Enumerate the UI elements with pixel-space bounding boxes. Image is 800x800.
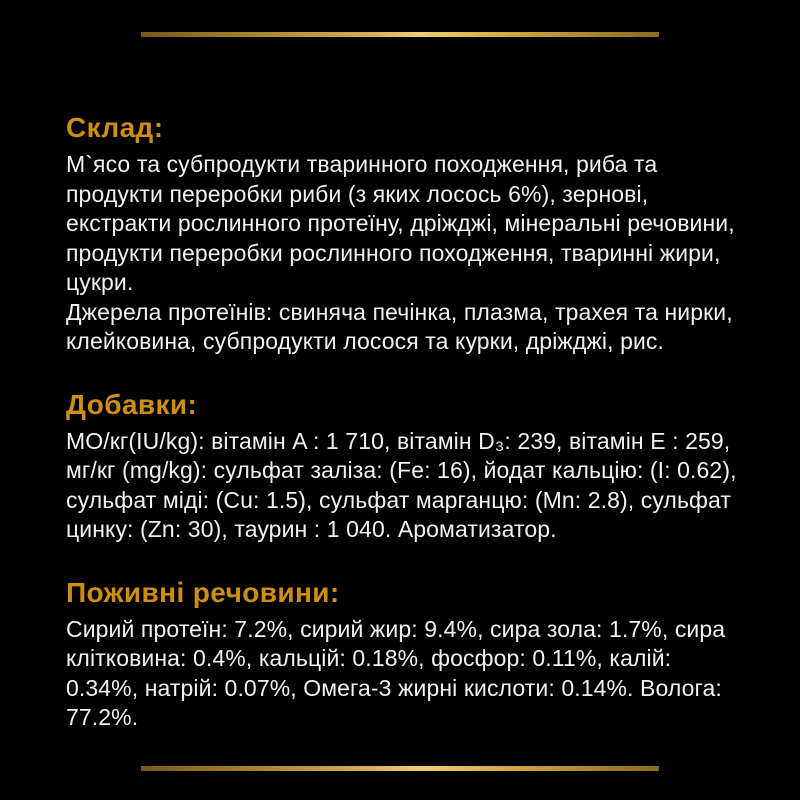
- additives-paragraph: МО/кг(IU/kg): вітамін A : 1 710, вітамін D₃: 239, вітамін E : 259, мг/кг (mg/kg): сульфат заліза: (Fe: 16), йодат кальцію: (I: 0.62), сульфат міді: (Cu: 1.5), сульфат марганцю: (Mn: 2.8), сульфат цинку: (Zn: 30), таурин : 1 040. Ароматизатор.: [66, 427, 737, 542]
- additives-heading: Добавки:: [66, 388, 198, 420]
- nutrients-paragraph: Сирий протеїн: 7.2%, сирий жир: 9.4%, сира зола: 1.7%, сира клітковина: 0.4%, кальцій: 0.18%, фосфор: 0.11%, калій: 0.34%, натрій: 0.07%, Омега-3 жирні кислоти: 0.14%. Волога: 77.2%.: [66, 615, 726, 730]
- section-composition: [66, 111, 746, 357]
- nutrients-heading: Поживні речовини:: [66, 576, 340, 608]
- ingredient-text-block: [66, 111, 746, 733]
- section-additives: [66, 388, 746, 545]
- composition-paragraph-1: М`ясо та субпродукти тваринного походження, риба та продукти переробки риби (з яких лосось 6%), зернові, екстракти рослинного протеїну, дріжджі, мінеральні речовини, продукти переробки рослинного походження, тваринні жири, цукри.: [66, 151, 735, 295]
- composition-heading: Склад:: [66, 112, 164, 143]
- bottom-gold-rule: [141, 766, 659, 771]
- section-nutrients: [66, 576, 746, 733]
- top-gold-rule: [141, 32, 659, 37]
- composition-paragraph-2: Джерела протеїнів: свиняча печінка, плазма, трахея та нирки, клейковина, субпродукти лосося та курки, дріжджі, рис.: [66, 298, 733, 354]
